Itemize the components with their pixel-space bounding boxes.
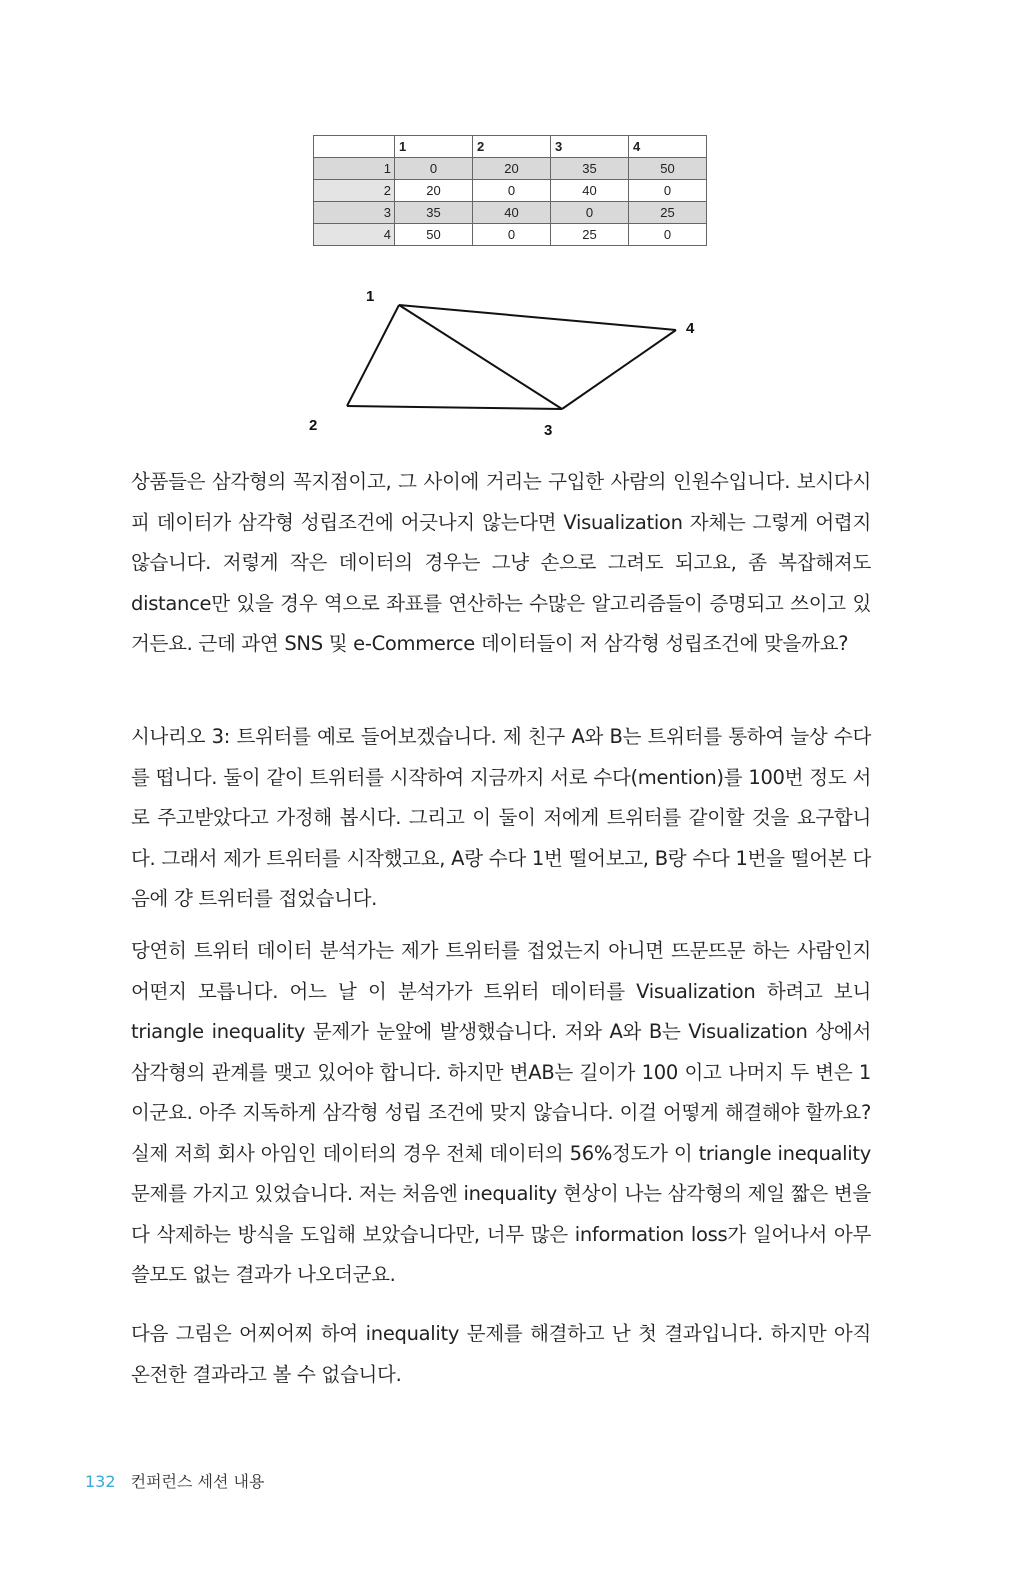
matrix-cell: 0 bbox=[473, 180, 551, 202]
triangle-graph-diagram bbox=[300, 280, 720, 445]
matrix-row-header: 4 bbox=[314, 224, 395, 246]
matrix-column-header: 4 bbox=[629, 136, 707, 158]
matrix-column-header: 3 bbox=[551, 136, 629, 158]
graph-node-label-1: 1 bbox=[366, 288, 375, 305]
matrix-row-header: 3 bbox=[314, 202, 395, 224]
page-number: 132 bbox=[85, 1472, 116, 1491]
matrix-row bbox=[314, 180, 707, 202]
matrix-column-header: 1 bbox=[395, 136, 473, 158]
page-footer bbox=[85, 1469, 264, 1492]
matrix-cell: 20 bbox=[395, 180, 473, 202]
body-paragraph: 다음 그림은 어찌어찌 하여 inequality 문제를 해결하고 난 첫 결과입니다. 하지만 아직 온전한 결과라고 볼 수 없습니다. bbox=[131, 1322, 871, 1386]
body-paragraph: 상품들은 삼각형의 꼭지점이고, 그 사이에 거리는 구입한 사람의 인원수입니다. 보시다시피 데이터가 삼각형 성립조건에 어긋나지 않는다면 Visualization 자체는 그렇게 어렵지 않습니다. 저렇게 작은 데이터의 경우는 그냥 손으로 그려도 되고요, 좀 복잡해져도 distance만 있을 경우 역으로 좌표를 연산하는 수많은 알고리즘들이 증명되고 쓰이고 있거든요. 근데 과연 SNS 및 e-Commerce 데이터들이 저 삼각형 성립조건에 맞을까요? bbox=[131, 470, 871, 655]
body-paragraph: 당연히 트위터 데이터 분석가는 제가 트위터를 접었는지 아니면 뜨문뜨문 하는 사람인지 어떤지 모릅니다. 어느 날 이 분석가가 트위터 데이터를 Visualization 하려고 보니 triangle inequality 문제가 눈앞에 발생했습니다. 저와 A와 B는 Visualization 상에서 삼각형의 관계를 맺고 있어야 합니다. 하지만 변AB는 길이가 100 이고 나머지 두 변은 1이군요. 아주 지독하게 삼각형 성립 조건에 맞지 않습니다. 이걸 어떻게 해결해야 할까요? 실제 저희 회사 아임인 데이터의 경우 전체 데이터의 56%정도가 이 triangle inequality 문제를 가지고 있었습니다. 저는 처음엔 inequality 현상이 나는 삼각형의 제일 짧은 변을 다 삭제하는 방식을 도입해 보았습니다만, 너무 많은 information loss가 일어나서 아무 쓸모도 없는 결과가 나오더군요. bbox=[131, 939, 871, 1286]
matrix-row-header: 2 bbox=[314, 180, 395, 202]
matrix-cell: 0 bbox=[551, 202, 629, 224]
matrix-cell: 0 bbox=[395, 158, 473, 180]
section-title: 컨퍼런스 세션 내용 bbox=[130, 1472, 265, 1491]
graph-edge-1-4 bbox=[399, 305, 676, 330]
graph-edge-1-2 bbox=[347, 305, 399, 406]
matrix-row bbox=[314, 202, 707, 224]
matrix-row bbox=[314, 224, 707, 246]
distance-matrix-table bbox=[313, 135, 707, 246]
graph-edge-3-4 bbox=[562, 330, 676, 409]
graph-node-label-3: 3 bbox=[544, 422, 553, 439]
matrix-cell: 35 bbox=[551, 158, 629, 180]
matrix-corner-cell bbox=[314, 136, 395, 158]
graph-node-label-4: 4 bbox=[686, 320, 695, 337]
matrix-cell: 50 bbox=[629, 158, 707, 180]
matrix-cell: 35 bbox=[395, 202, 473, 224]
matrix-cell: 20 bbox=[473, 158, 551, 180]
matrix-row bbox=[314, 158, 707, 180]
matrix-cell: 0 bbox=[629, 180, 707, 202]
graph-edge-1-3 bbox=[399, 305, 562, 409]
matrix-header-row bbox=[314, 136, 707, 158]
matrix-cell: 40 bbox=[551, 180, 629, 202]
matrix-cell: 50 bbox=[395, 224, 473, 246]
matrix-cell: 0 bbox=[473, 224, 551, 246]
body-paragraph: 시나리오 3: 트위터를 예로 들어보겠습니다. 제 친구 A와 B는 트위터를 통하여 늘상 수다를 떱니다. 둘이 같이 트위터를 시작하여 지금까지 서로 수다(mention)를 100번 정도 서로 주고받았다고 가정해 봅시다. 그리고 이 둘이 저에게 트위터를 같이할 것을 요구합니다. 그래서 제가 트위터를 시작했고요, A랑 수다 1번 떨어보고, B랑 수다 1번을 떨어본 다음에 걍 트위터를 접었습니다. bbox=[131, 725, 871, 910]
matrix-column-header: 2 bbox=[473, 136, 551, 158]
matrix-cell: 25 bbox=[551, 224, 629, 246]
matrix-cell: 25 bbox=[629, 202, 707, 224]
matrix-row-header: 1 bbox=[314, 158, 395, 180]
graph-node-label-2: 2 bbox=[309, 417, 318, 434]
matrix-cell: 0 bbox=[629, 224, 707, 246]
matrix-cell: 40 bbox=[473, 202, 551, 224]
graph-edge-2-3 bbox=[347, 406, 562, 409]
